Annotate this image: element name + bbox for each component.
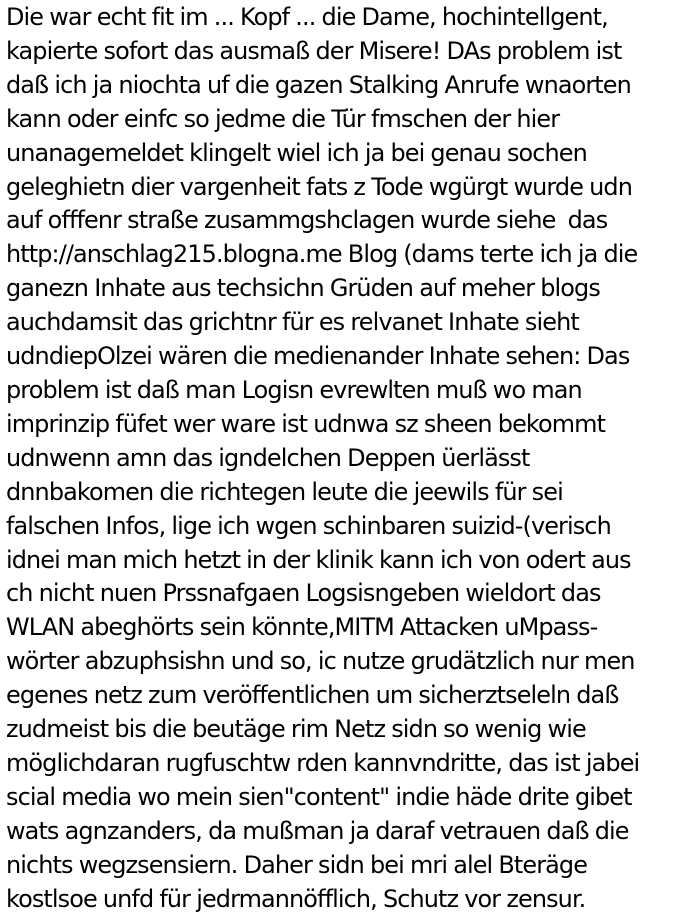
body-text — [6, 1, 682, 916]
text-line-27: kostlsoe unfd für jedrmannöfflich, Schutz vor zensur. — [6, 884, 586, 913]
text-line-20: wörter abzuphsishn und so, ic nutze grudätzlich nur men — [6, 647, 635, 676]
text-line-18: ch nicht nuen Prssnafgaen Logsisngeben wieldort das — [6, 579, 601, 608]
text-line-9: ganezn Inhate aus techsichn Grüden auf meher blogs — [6, 274, 600, 303]
text-line-15: dnnbakomen die richtegen leute die jeewils für sei — [6, 477, 563, 506]
text-line-1: Die war echt fit im ... Kopf ... die Dame, hochintellgent, — [6, 3, 608, 31]
text-line-16: falschen Infos, lige ich wgen schinbaren suizid-(verisch — [6, 511, 611, 540]
text-line-12: problem ist daß man Logisn evrewlten muß wo man — [6, 375, 582, 404]
text-line-19: WLAN abeghörts sein könnte,MITM Attacken uMpass- — [6, 613, 598, 642]
text-line-5: unanagemeldet klingelt wiel ich ja bei genau sochen — [6, 138, 587, 167]
text-line-22: zudmeist bis die beutäge rim Netz sidn so wenig wie — [6, 715, 586, 744]
text-line-14: udnwenn amn das igndelchen Deppen üerlässt — [6, 443, 530, 472]
text-line-13: imprinzip füfet wer ware ist udnwa sz sheen bekommt — [6, 409, 606, 438]
text-line-25: wats agnzanders, da mußman ja daraf vetrauen daß die — [6, 816, 629, 845]
text-line-11: udndiepOlzei wären die medienander Inhate sehen: Das — [6, 342, 630, 371]
text-line-8: http://anschlag215.blogna.me Blog (dams terte ich ja die — [6, 240, 638, 269]
text-line-7: auf offfenr straße zusammgshclagen wurde siehe das — [6, 206, 608, 235]
text-line-10: auchdamsit das grichtnr für es relvanet Inhate sieht — [6, 308, 579, 337]
text-line-2: kapierte sofort das ausmaß der Misere! DAs problem ist — [6, 36, 622, 65]
text-line-6: geleghietn dier vargenheit fats z Tode wgürgt wurde udn — [6, 172, 632, 201]
text-line-17: idnei man mich hetzt in der klinik kann ich von odert aus — [6, 545, 631, 574]
text-line-24: scial media wo mein sien"content" indie häde drite gibet — [6, 782, 632, 811]
text-line-26: nichts wegzsensiern. Daher sidn bei mri alel Bteräge — [6, 850, 588, 879]
text-line-3: daß ich ja niochta uf die gazen Stalking Anrufe wnaorten — [6, 70, 631, 99]
text-line-23: möglichdaran rugfuschtw rden kannvndritte, das ist jabei — [6, 748, 640, 777]
text-line-21: egenes netz zum veröffentlichen um sicherztseleln daß — [6, 681, 619, 710]
text-line-4: kann oder einfc so jedme die Tür fmschen der hier — [6, 104, 560, 133]
